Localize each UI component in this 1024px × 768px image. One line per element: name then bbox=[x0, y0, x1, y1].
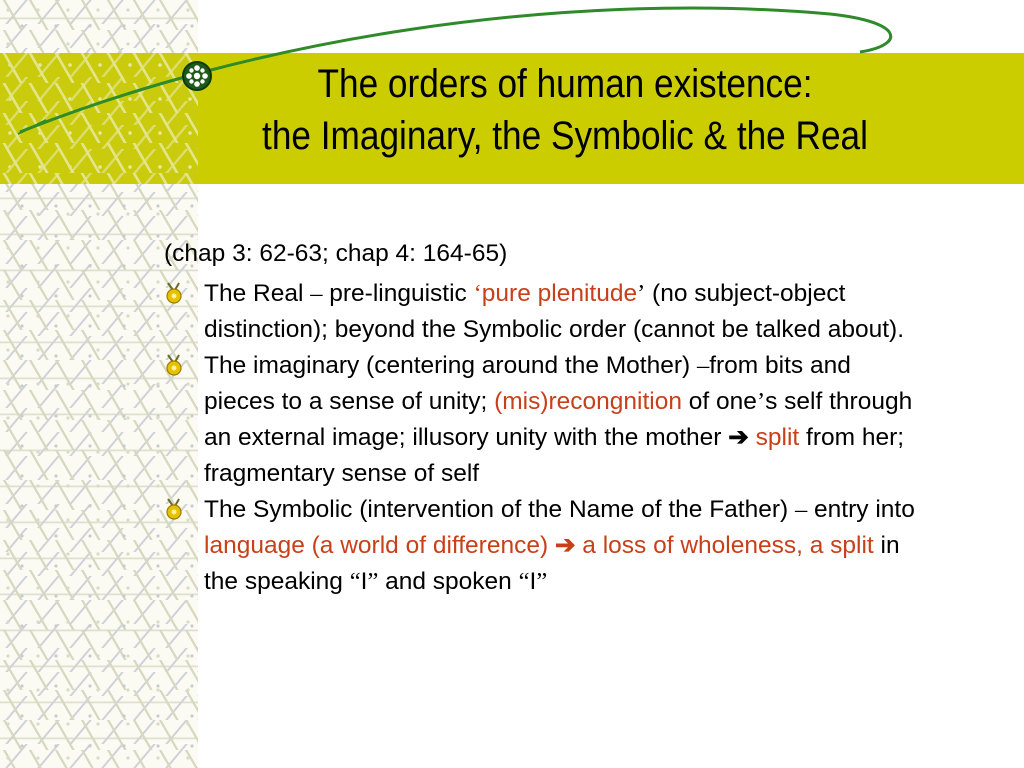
bullet-real bbox=[164, 276, 924, 348]
quote-mark: ” bbox=[367, 568, 379, 595]
apostrophe: ’ bbox=[756, 388, 766, 415]
slide-title bbox=[200, 58, 930, 162]
speaking-i: I bbox=[360, 568, 368, 595]
chapter-reference: (chap 3: 62-63; chap 4: 164-65) bbox=[164, 240, 508, 267]
bullet-imaginary-text: s self through an external image; illusory unity with the mother bbox=[204, 388, 913, 451]
dash: – bbox=[795, 496, 808, 523]
bullet-real-text: The Real bbox=[204, 280, 311, 307]
quote-mark: ‘ bbox=[473, 280, 482, 307]
quote-mark: “ bbox=[518, 568, 530, 595]
bullet-symbolic-text: entry into bbox=[807, 496, 915, 523]
highlight-split: split bbox=[755, 424, 800, 451]
quote-mark: “ bbox=[349, 568, 361, 595]
spoken-i: I bbox=[529, 568, 537, 595]
highlight-misrecognition: (mis)recongnition bbox=[494, 388, 682, 415]
title-line-1: The orders of human existence: bbox=[317, 62, 813, 106]
highlight-loss-of-wholeness: a loss of wholeness, a split bbox=[582, 532, 874, 559]
bullet-symbolic-text: The Symbolic (intervention of the Name of the Father) bbox=[204, 496, 795, 523]
slide-body bbox=[164, 236, 924, 600]
arrow-right-icon: ➔ bbox=[728, 424, 749, 451]
bullet-imaginary-text: The imaginary (centering around the Mother) bbox=[204, 352, 697, 379]
highlight-pure-plenitude: pure plenitude bbox=[481, 280, 638, 307]
bullet-imaginary-text: from her; fragmentary sense of self bbox=[204, 424, 905, 487]
bullet-real-text: (no subject-object distinction); beyond the Symbolic order (cannot be talked about). bbox=[204, 280, 905, 343]
bullet-imaginary-text: of one bbox=[682, 388, 757, 415]
dash: – bbox=[696, 352, 710, 379]
highlight-language: language (a world of difference) bbox=[204, 532, 549, 559]
bullet-imaginary bbox=[164, 348, 924, 492]
bullet-imaginary-text: from bits and pieces to a sense of unity; bbox=[204, 352, 851, 415]
title-line-2: the Imaginary, the Symbolic & the Real bbox=[262, 114, 868, 158]
bullet-real-text: pre-linguistic bbox=[322, 280, 474, 307]
bullet-symbolic bbox=[164, 492, 924, 600]
bullet-symbolic-text: in the speaking bbox=[204, 532, 900, 595]
bullet-symbolic-text: and spoken bbox=[378, 568, 519, 595]
quote-mark: ’ bbox=[637, 280, 646, 307]
arrow-right-icon: ➔ bbox=[554, 532, 576, 559]
dash: – bbox=[310, 280, 323, 307]
quote-mark: ” bbox=[536, 568, 548, 595]
flower-bullet-icon bbox=[164, 353, 188, 379]
flower-bullet-icon bbox=[164, 281, 188, 307]
flower-bullet-icon bbox=[164, 497, 188, 523]
